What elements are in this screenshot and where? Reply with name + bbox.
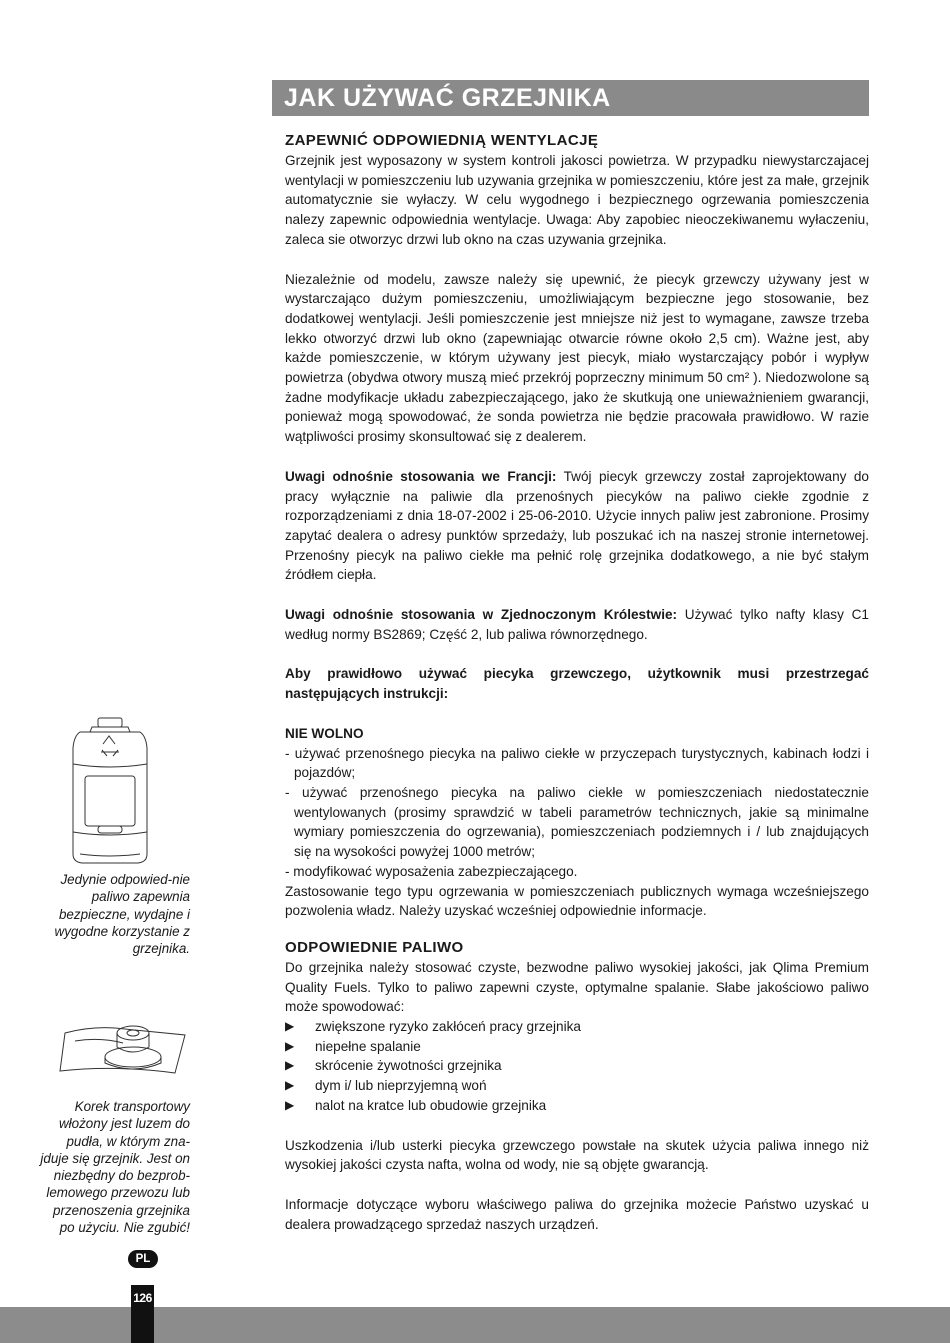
forbidden-item: - używać przenośnego piecyka na paliwo ciekłe w przyczepach turystycznych, kabinach łodzi i pojazdów; [285, 745, 869, 781]
list-item: ▶ nalot na kratce lub obudowie grzejnika [285, 1096, 869, 1116]
triangle-bullet-icon: ▶ [285, 1097, 295, 1112]
triangle-bullet-icon: ▶ [285, 1038, 295, 1053]
list-item: ▶ zwiększone ryzyko zakłóceń pracy grzejnika [285, 1017, 869, 1037]
forbidden-item: - używać przenośnego piecyka na paliwo ciekłe w pomieszczeniach niedostatecznie wentylowanych (prosimy sprawdzić w tabeli parametrów technicznych, jakie są minimalne wymiary pomieszczenia do ogrzewania), pomieszczeniach podziemnych i / lub znajdujących się na wysokości powyżej 1000 metrów; [285, 784, 869, 860]
cap-caption: Korek transportowy włożony jest luzem do pudła, w którym zna-jduje się grzejnik. Jest on niezbędny do bezprob-lemowego przewozu lub przenoszenia grzejnika po użyciu. Nie zgubić! [40, 1099, 190, 1236]
page-title-bar [272, 80, 869, 116]
france-note-label: Uwagi odnośnie stosowania we Francji: [285, 468, 557, 484]
france-note-text: Twój piecyk grzewczy został zaprojektowany do pracy wyłącznie na paliwie dla przenośnych piecyków na paliwo ciekłe zgodnie z rozporządzeniami z dnia 18-07-2002 i 25-06-2010. Użycie innych paliw jest zabronione. Prosimy zapytać dealera o adresy punktów sprzedaży, lub poszukać ich na naszej stronie internetowej. Przenośny piecyk na paliwo ciekłe ma pełnić rolę grzejnika dodatkowego, a nie być stałym źródłem ciepła. [285, 468, 869, 583]
uk-note-text: Używać tylko nafty klasy C1 według normy BS2869; Część 2, lub paliwa równorzędnego. [285, 607, 869, 642]
page-title: JAK UŻYWAĆ GRZEJNIKA [284, 84, 611, 112]
page-number-tab [131, 1285, 154, 1343]
fuel-risk-list [285, 1017, 869, 1116]
ventilation-paragraph-1: Grzejnik jest wyposazony w system kontroli jakosci powietrza. W przypadku niewystarczajacej wentylacji w pomieszczeniu lub uzywania grzejnika w pomieszczeniu, które jest za małe, grzejnik automatycznie sie wyłaczy. W celu wygodnego i bezpiecznego ogrzewania pomieszczenia nalezy zapewnic odpowiednia wentylacje. Uwaga: Aby zapobiec nieoczekiwanemu wyłaczeniu, zaleca sie otworzyc drzwi lub okno na czas uzywania grzejnika. [285, 153, 869, 247]
france-note [285, 467, 869, 585]
forbidden-item: - modyfikować wyposażenia zabezpieczającego. [285, 863, 578, 879]
fuel-intro: Do grzejnika należy stosować czyste, bezwodne paliwo wysokiej jakości, jak Qlima Premium Quality Fuels. Tylko to paliwo zapewni czyste, optymalne spalanie. Słabe jakościowo paliwo może spowodować: [285, 959, 869, 1015]
forbidden-heading: NIE WOLNO [285, 725, 364, 741]
main-content [285, 131, 869, 1234]
instructions-intro: Aby prawidłowo używać piecyka grzewczego, użytkownik musi przestrzegać następujących instrukcji: [285, 666, 869, 702]
list-item: ▶ skrócenie żywotności grzejnika [285, 1056, 869, 1076]
ventilation-heading: ZAPEWNIĆ ODPOWIEDNIĄ WENTYLACJĘ [285, 132, 599, 149]
uk-note-label: Uwagi odnośnie stosowania w Zjednoczonym Królestwie: [285, 607, 678, 623]
fuel-caption: Jedynie odpowied-nie paliwo zapewnia bezpieczne, wydajne i wygodne korzystanie z grzejnika. [54, 872, 190, 957]
transport-cap-illustration [55, 1013, 190, 1081]
triangle-bullet-icon: ▶ [285, 1058, 295, 1073]
public-premises-note: Zastosowanie tego typu ogrzewania w pomieszczeniach publicznych wymaga wcześniejszego pozwolenia władz. Należy uzyskać wcześniej odpowiednie informacje. [285, 883, 869, 919]
triangle-bullet-icon: ▶ [285, 1078, 295, 1093]
uk-note [285, 605, 869, 644]
triangle-bullet-icon: ▶ [285, 1019, 295, 1034]
language-badge: PL [128, 1250, 158, 1268]
list-item: ▶ dym i/ lub nieprzyjemną woń [285, 1076, 869, 1096]
list-item: ▶ niepełne spalanie [285, 1037, 869, 1057]
warranty-note: Uszkodzenia i/lub usterki piecyka grzewczego powstałe na skutek użycia paliwa innego niż wysokiej jakości czysta nafta, wolna od wody, nie są objęte gwarancją. [285, 1137, 869, 1173]
fuel-heading: ODPOWIEDNIE PALIWO [285, 938, 464, 956]
page-number: 126 [133, 1291, 152, 1305]
fuel-canister-illustration [60, 714, 160, 866]
dealer-note: Informacje dotyczące wyboru właściwego paliwa do grzejnika możecie Państwo uzyskać u dealera prowadzącego sprzedaż naszych urządzeń. [285, 1196, 869, 1232]
ventilation-paragraph-2: Niezależnie od modelu, zawsze należy się upewnić, że piecyk grzewczy używany jest w wystarczająco dużym pomieszczeniu, umożliwiającym bezpieczne jego stosowanie, bez dodatkowej wentylacji. Jeśli pomieszczenie jest mniejsze niż jest to wymagane, zawsze trzeba lekko otworzyć drzwi lub okno (zapewniając otwarcie równe około 2,5 cm). Ważne jest, aby każde pomieszczenie, w którym używany jest piecyk, miało wystarczający pobór i wypływ powietrza (obydwa otwory muszą mieć przekrój poprzeczny minimum 50 cm² ). Niedozwolone są żadne modyfikacje układu zabezpieczającego, jako że skutkują one unieważnieniem gwarancji, ponieważ mogą spowodować, że sonda powietrza nie będzie pracowała prawidłowo. W razie wątpliwości prosimy skonsultować się z dealerem. [285, 271, 869, 445]
